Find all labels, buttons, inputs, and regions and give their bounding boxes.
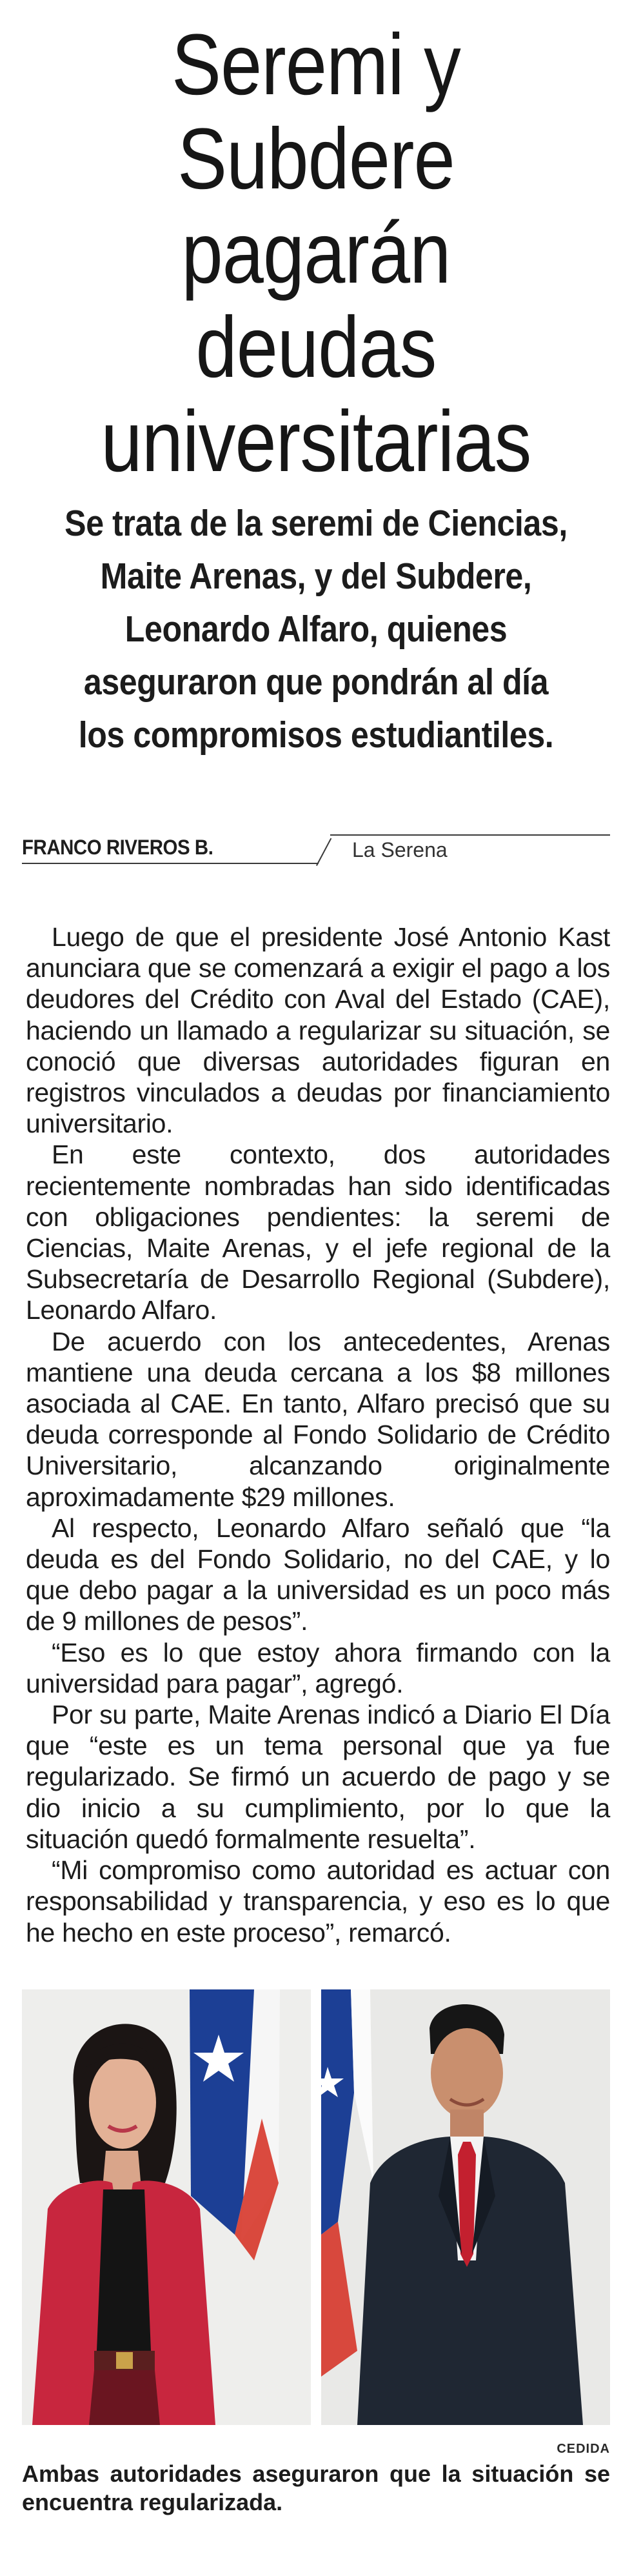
article-paragraph: En este contexto, dos autoridades recientemente nombradas han sido identificadas con obligaciones pendientes: la seremi de Ciencias, Maite Arenas, y el jefe regional de la Subsecretaría de Desarrollo Regional (Subdere), Leonardo Alfaro. bbox=[26, 1140, 610, 1325]
article-body bbox=[26, 921, 610, 1948]
byline bbox=[22, 829, 610, 868]
article-photo bbox=[22, 1989, 610, 2425]
article-paragraph: “Eso es lo que estoy ahora firmando con la universidad para pagar”, agregó. bbox=[26, 1637, 610, 1698]
byline-overline bbox=[330, 834, 610, 836]
article-paragraph: Por su parte, Maite Arenas indicó a Diario El Día que “este es un tema personal que ya fue regularizado. Se firmó un acuerdo de pago y se dio inicio a su cumplimiento, por lo que la situación quedó formalmente resuelta”. bbox=[26, 1700, 610, 1854]
byline-location: La Serena bbox=[352, 838, 448, 861]
article-paragraph: Luego de que el presidente José Antonio Kast anunciara que se comenzará a exigir el pago a los deudores del Crédito con Aval del Estado (CAE), haciendo un llamado a regularizar su situación, se conoció que diversas autoridades figuran en registros vinculados a deudas por financiamiento universitario. bbox=[26, 922, 610, 1139]
subheadline: Se trata de la seremi de Ciencias, Maite Arenas, y del Subdere, Leonardo Alfaro, quienes aseguraron que pondrán al día los compromisos estudiantiles. bbox=[64, 503, 568, 756]
byline-author: FRANCO RIVEROS B. bbox=[22, 836, 213, 859]
article-paragraph: “Mi compromiso como autoridad es actuar con responsabilidad y transparencia, y eso es lo que he hecho en este proceso”, remarcó. bbox=[26, 1855, 610, 1947]
photo-illustration bbox=[22, 1989, 610, 2425]
article-paragraph: De acuerdo con los antecedentes, Arenas mantiene una deuda cercana a los $8 millones asociada al CAE. En tanto, Alfaro precisó que su deuda corresponde al Fondo Solidario de Crédito Universitario, alcanzando originalmente aproximadamente $29 millones. bbox=[26, 1326, 610, 1512]
article-paragraph: Al respecto, Leonardo Alfaro señaló que “la deuda es del Fondo Solidario, no del CAE, y lo que debo pagar a la universidad es un poco más de 9 millones de pesos”. bbox=[26, 1513, 610, 1636]
byline-divider bbox=[316, 838, 331, 866]
photo-caption: Ambas autoridades aseguraron que la situación se encuentra regularizada. bbox=[22, 2460, 610, 2515]
byline-underline bbox=[22, 863, 319, 864]
headline: Seremi y Subdere pagarán deudas universitarias bbox=[101, 17, 531, 490]
photo-credit: CEDIDA bbox=[557, 2442, 610, 2456]
